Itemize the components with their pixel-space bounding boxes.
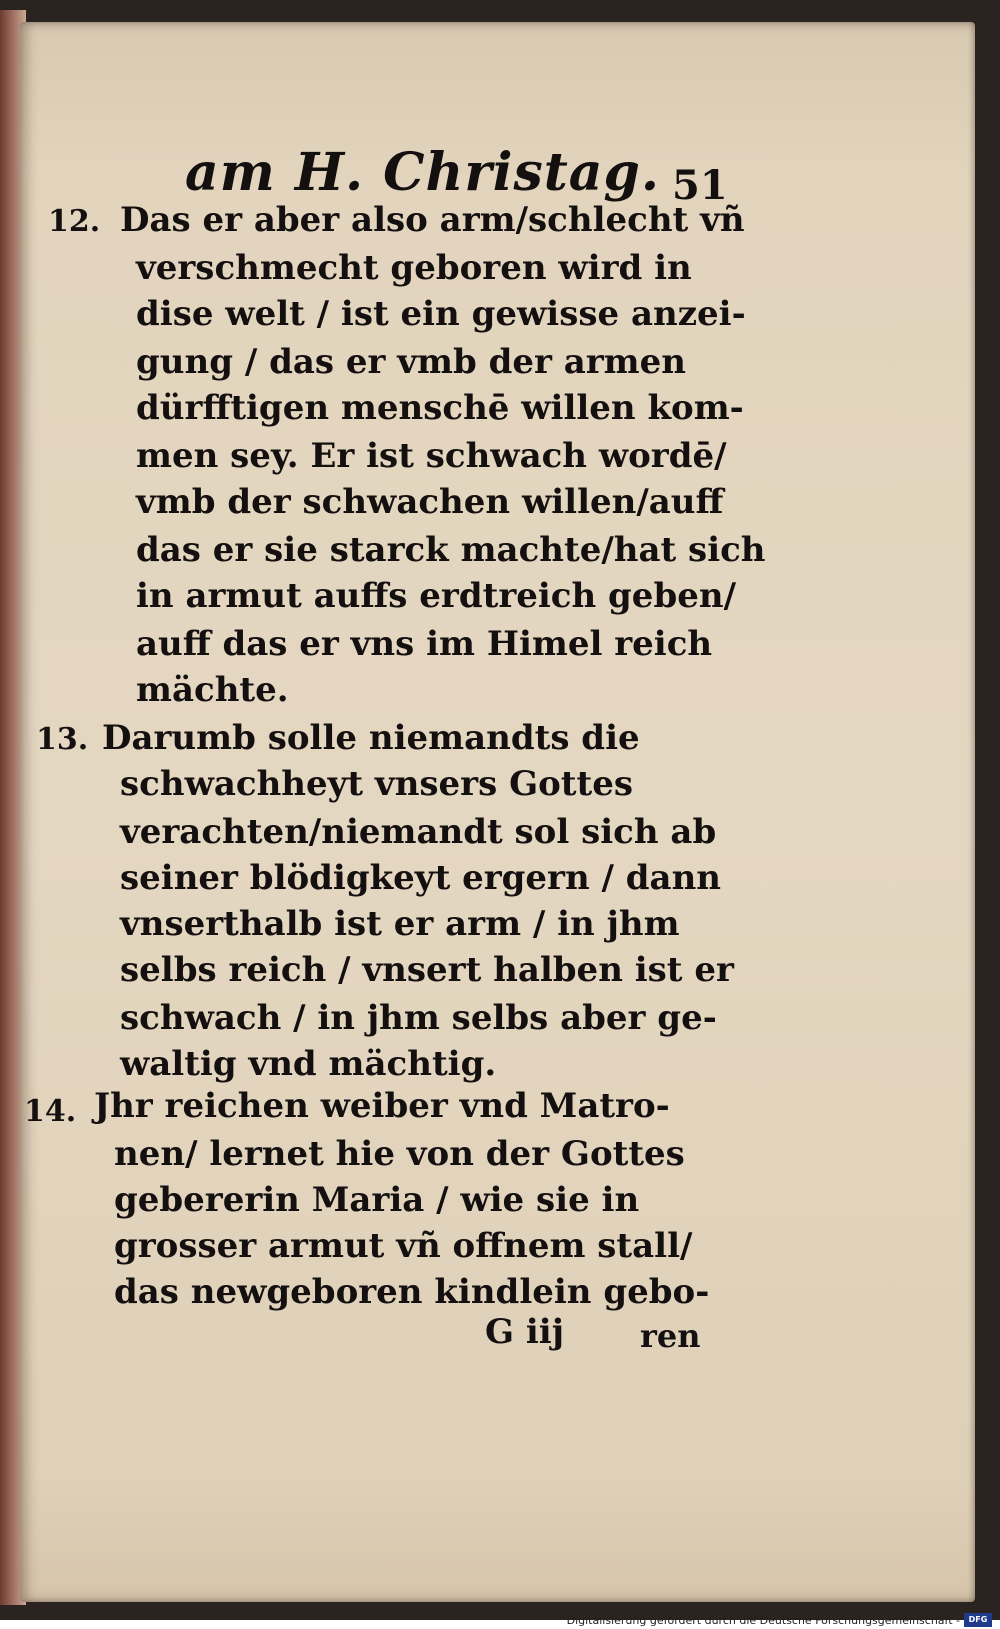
page-number: 51 xyxy=(672,162,728,209)
text-line: vnserthalb ist er arm / in jhm xyxy=(120,904,680,944)
footer-credit-text: Digitalisierung gefördert durch die Deutsche Forschungsgemeinschaft - xyxy=(566,1613,960,1627)
text-line: gung / das er vmb der armen xyxy=(136,342,687,382)
text-line: verachten/niemandt sol sich ab xyxy=(120,812,717,852)
text-line: gebererin Maria / wie sie in xyxy=(114,1180,640,1220)
text-line: seiner blödigkeyt ergern / dann xyxy=(120,858,722,898)
text-line: Jhr reichen weiber vnd Matro- xyxy=(94,1086,670,1126)
text-line: das newgeboren kindlein gebo- xyxy=(114,1272,710,1312)
text-line: dise welt / ist ein gewisse anzei- xyxy=(136,294,746,334)
text-line: schwachheyt vnsers Gottes xyxy=(120,764,633,804)
text-line: men sey. Er ist schwach wordē/ xyxy=(136,436,727,476)
text-line: Darumb solle niemandts die xyxy=(102,718,640,758)
book-page xyxy=(20,22,975,1602)
digitization-footer xyxy=(567,1611,992,1629)
text-line: Das er aber also arm/schlecht vñ xyxy=(120,200,745,240)
text-line: in armut auffs erdtreich geben/ xyxy=(136,576,736,616)
text-line: waltig vnd mächtig. xyxy=(120,1044,497,1084)
text-line: grosser armut vñ offnem stall/ xyxy=(114,1226,693,1266)
text-line: das er sie starck machte/hat sich xyxy=(136,530,766,570)
dfg-logo: DFG xyxy=(964,1613,992,1627)
text-line: auff das er vns im Himel reich xyxy=(136,624,713,664)
text-line: schwach / in jhm selbs aber ge- xyxy=(120,998,717,1038)
paragraph-number: 13. xyxy=(36,722,89,757)
signature-mark: G iij xyxy=(485,1312,565,1352)
text-line: nen/ lernet hie von der Gottes xyxy=(114,1134,685,1174)
text-line: mächte. xyxy=(136,670,289,710)
text-line: verschmecht geboren wird in xyxy=(136,248,692,288)
text-line: vmb der schwachen willen/auff xyxy=(136,482,724,522)
text-line: selbs reich / vnsert halben ist er xyxy=(120,950,734,990)
paragraph-number: 12. xyxy=(48,204,101,239)
catchword: ren xyxy=(640,1317,701,1355)
running-head: am H. Christag. xyxy=(185,142,660,203)
text-line: dürfftigen menschē willen kom- xyxy=(136,388,744,428)
page-content xyxy=(20,22,975,1602)
paragraph-number: 14. xyxy=(24,1094,77,1129)
